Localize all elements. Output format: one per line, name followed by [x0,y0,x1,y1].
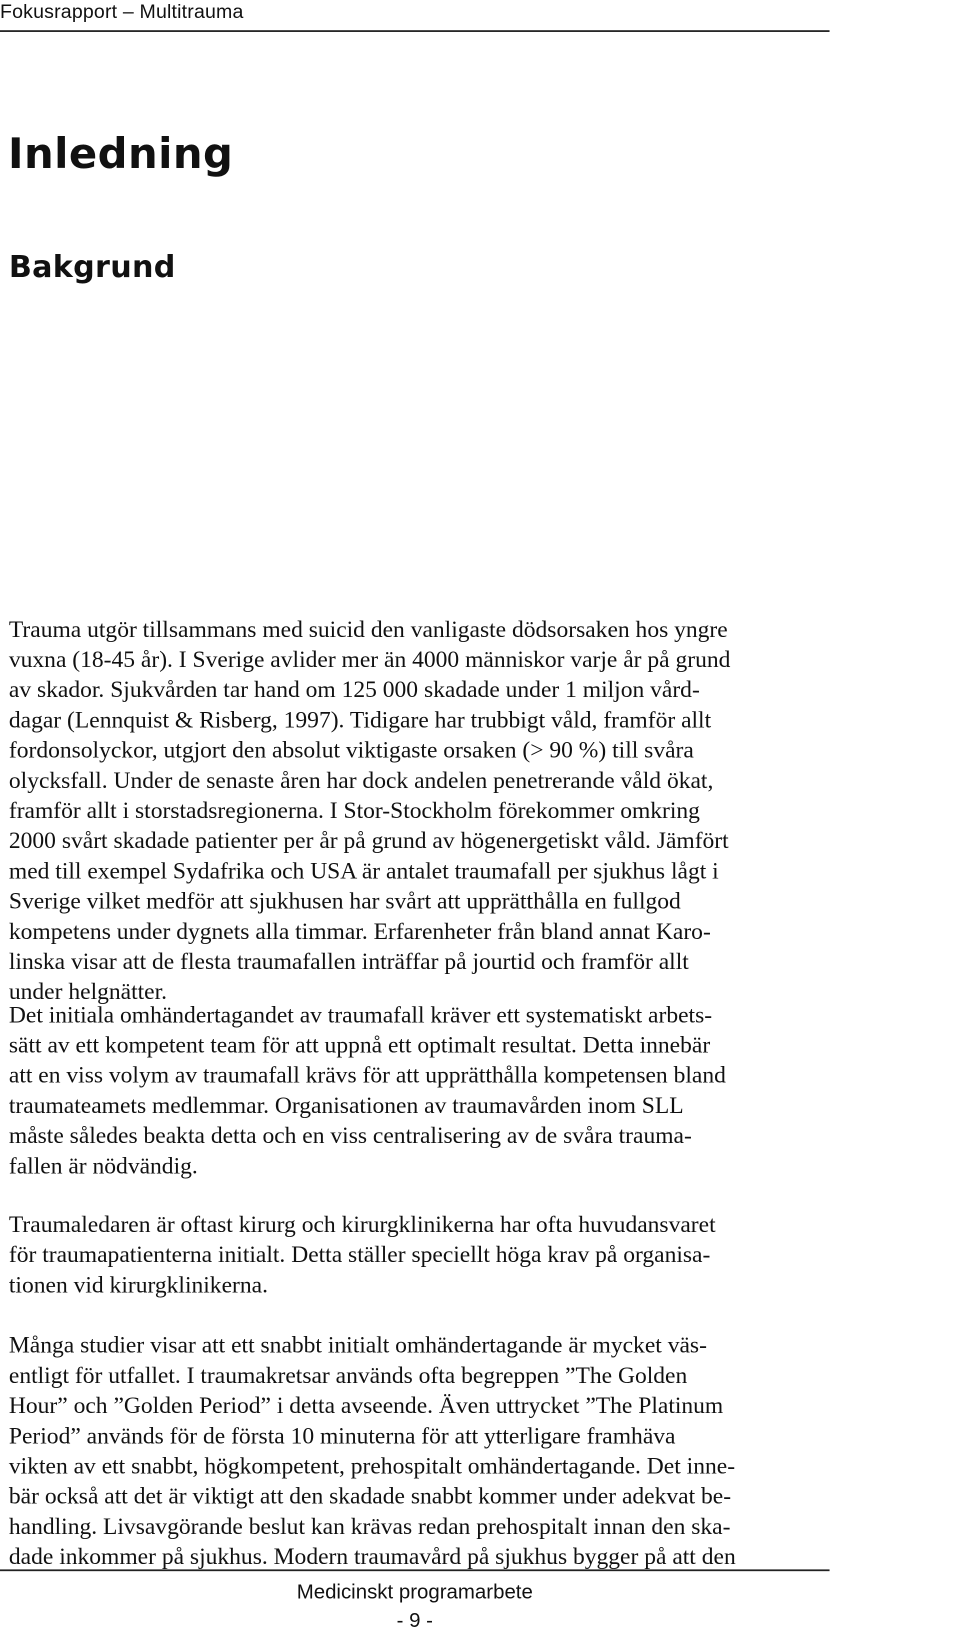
text-line: av skador. Sjukvården tar hand om 125 000 skadade under 1 miljon vård- [8,675,700,703]
text-line: Det initiala omhändertagandet av traumafall kräver ett systematiskt arbets- [8,1000,713,1028]
chapter-heading: Inledning [7,129,234,179]
text-line: fallen är nödvändig. [8,1151,198,1179]
paragraph-2 [9,999,830,1180]
text-line: fordonsolyckor, utgjort den absolut viktigaste orsaken (> 90 %) till svåra [8,736,694,763]
page-number: - 9 - [396,1608,433,1632]
text-line: Period” används för de första 10 minuterna för att ytterligare framhäva [8,1421,676,1449]
text-line: dade inkommer på sjukhus. Modern traumavård på sjukhus bygger på att den [8,1542,736,1570]
text-line: Trauma utgör tillsammans med suicid den vanligaste dödsorsaken hos yngre [8,615,728,643]
text-line: Traumaledaren är oftast kirurg och kirurgklinikerna har ofta huvudansvaret [8,1210,716,1238]
footer-title: Medicinskt programarbete [296,1580,533,1604]
text-line: olycksfall. Under de senaste åren har dock andelen penetrerande våld ökat, [8,766,714,794]
text-line: bär också att det är viktigt att den skadade snabbt kommer under adekvat be- [8,1482,732,1509]
text-line: måste således beakta detta och en viss centralisering av de svåra trauma- [8,1121,692,1149]
text-line: Många studier visar att ett snabbt initialt omhändertagande är mycket väs- [8,1331,707,1359]
text-line: vikten av ett snabbt, högkompetent, prehospitalt omhändertagande. Det inne- [8,1452,736,1479]
text-line: att en viss volym av traumafall krävs för att upprätthålla kompetensen bland [8,1061,726,1089]
running-header [0,0,830,32]
text-line: dagar (Lennquist & Risberg, 1997). Tidigare har trubbigt våld, framför allt [8,706,712,733]
paragraph-3 [9,1209,830,1300]
text-line: tionen vid kirurgklinikerna. [8,1270,268,1298]
text-line: kompetens under dygnets alla timmar. Erfarenheter från bland annat Karo- [8,917,711,945]
text-line: Hour” och ”Golden Period” i detta avseende. Även uttrycket ”The Platinum [8,1391,724,1419]
text-line: med till exempel Sydafrika och USA är antalet traumafall per sjukhus lågt i [8,857,719,884]
text-line: för traumapatienterna initialt. Detta ställer speciellt höga krav på organisa- [8,1240,711,1268]
paragraph-4 [9,1330,830,1572]
text-line: entligt för utfallet. I traumakretsar används ofta begreppen ”The Golden [8,1361,688,1389]
text-line: traumateamets medlemmar. Organisationen av traumavården inom SLL [8,1091,684,1119]
footer-rule [0,1569,830,1571]
text-line: vuxna (18-45 år). I Sverige avlider mer än 4000 människor varje år på grund [8,645,731,673]
text-line: Sverige vilket medför att sjukhusen har svårt att upprätthålla en fullgod [8,887,681,914]
text-line: sätt av ett kompetent team för att uppnå ett optimalt resultat. Detta innebär [8,1031,711,1058]
section-heading: Bakgrund [8,249,176,286]
text-line: under helgnätter. [8,977,168,1005]
text-line: framför allt i storstadsregionerna. I Stor-Stockholm förekommer omkring [8,796,700,824]
text-line: 2000 svårt skadade patienter per år på grund av högenergetiskt våld. Jämfört [8,826,729,854]
text-line: handling. Livsavgörande beslut kan krävas redan prehospitalt innan den ska- [8,1512,731,1540]
running-header-title: Fokusrapport – Multitrauma [0,0,244,23]
paragraph-1 [9,614,830,1007]
text-line: linska visar att de flesta traumafallen inträffar på jourtid och framför allt [8,947,689,975]
